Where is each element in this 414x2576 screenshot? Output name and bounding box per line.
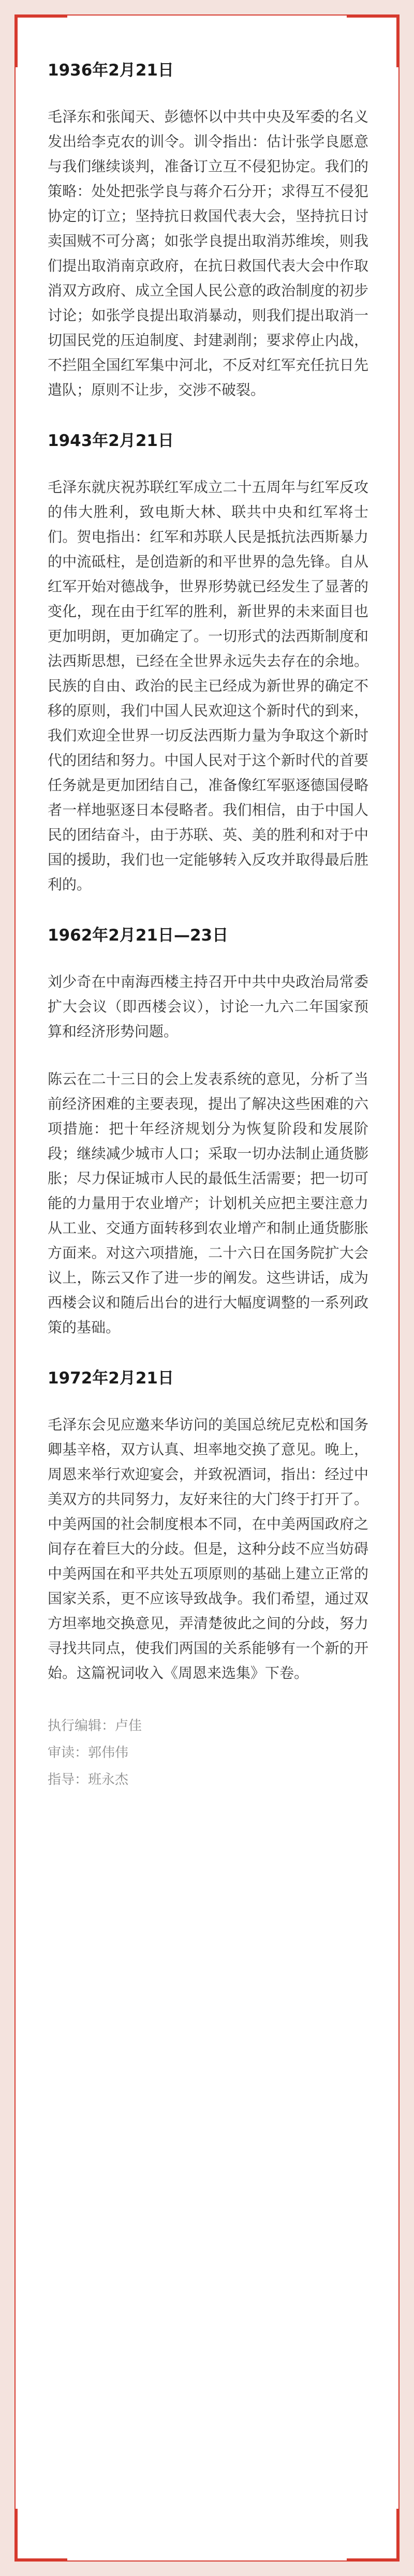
event-date: 1972年2月21日: [48, 1369, 174, 1388]
event-section-1972: [48, 1367, 368, 1686]
corner-ornament-bottom-left: [14, 2509, 67, 2562]
event-date: 1936年2月21日: [48, 61, 174, 80]
event-paragraph: 陈云在二十三日的会上发表系统的意见，分析了当前经济困难的主要表现，提出了解决这些困难的六项措施：把十年经济规划分为恢复阶段和发展阶段；继续减少城市人口；采取一切办法制止通货膨胀；尽力保证城市人民的最低生活需要；把一切可能的力量用于农业增产；计划机关应把主要注意力从工业、交通方面转移到农业增产和制止通货膨胀方面来。对这六项措施，二十六日在国务院扩大会议上，陈云又作了进一步的阐发。这些讲话，成为西楼会议和随后出台的进行大幅度调整的一系列政策的基础。: [48, 1070, 368, 1336]
credit-proofreader: 审读：郭伟伟: [48, 1745, 129, 1761]
article-frame: [14, 14, 400, 2562]
event-section-1943: [48, 429, 368, 897]
credit-executive-editor: 执行编辑：卢佳: [48, 1718, 142, 1734]
event-paragraph: 毛泽东就庆祝苏联红军成立二十五周年与红军反攻的伟大胜利，致电斯大林、联共中央和红军将士们。贺电指出：红军和苏联人民是抵抗法西斯暴力的中流砥柱，是创造新的和平世界的急先锋。自从红军开始对德战争，世界形势就已经发生了显著的变化，现在由于红军的胜利，新世界的未来面目也更加明朗，更加确定了。一切形式的法西斯制度和法西斯思想，已经在全世界永远失去存在的余地。民族的自由、政治的民主已经成为新世界的确定不移的原则，我们中国人民欢迎这个新时代的到来，我们欢迎全世界一切反法西斯力量为争取这个新时代的团结和努力。中国人民对于这个新时代的首要任务就是更加团结自己，准备像红军驱逐德国侵略者一样地驱逐日本侵略者。我们相信，由于中国人民的团结奋斗，由于苏联、英、美的胜利和对于中国的援助，我们也一定能够转入反攻并取得最后胜利的。: [48, 479, 368, 893]
credit-supervisor: 指导：班永杰: [48, 1772, 129, 1788]
corner-ornament-bottom-right: [347, 2509, 400, 2562]
event-section-1936: [48, 59, 368, 403]
editor-credits: [48, 1713, 368, 1793]
event-paragraph: 毛泽东和张闻天、彭德怀以中共中央及军委的名义发出给李克农的训令。训令指出：估计张学良愿意与我们继续谈判，准备订立互不侵犯协定。我们的策略：处处把张学良与蒋介石分开；求得互不侵犯协定的订立；坚持抗日救国代表大会，坚持抗日讨卖国贼不可分离；如张学良提出取消苏维埃，则我们提出取消南京政府，在抗日救国代表大会中作取消双方政府、成立全国人民公意的政治制度的初步讨论；如张学良提出取消暴动，则我们提出取消一切国民党的压迫制度、封建剥削；要求停止内战，不拦阻全国红军集中河北，不反对红军充任抗日先遣队；原则不让步，交涉不破裂。: [48, 108, 368, 398]
event-date: 1943年2月21日: [48, 431, 174, 450]
event-paragraph: 毛泽东会见应邀来华访问的美国总统尼克松和国务卿基辛格，双方认真、坦率地交换了意见。晚上，周恩来举行欢迎宴会，并致祝酒词，指出：经过中美双方的共同努力，友好来往的大门终于打开了。中美两国的社会制度根本不同，在中美两国政府之间存在着巨大的分歧。但是，这种分歧不应当妨碍中美两国在和平共处五项原则的基础上建立正常的国家关系，更不应该导致战争。我们希望，通过双方坦率地交换意见，弄清楚彼此之间的分歧，努力寻找共同点，使我们两国的关系能够有一个新的开始。这篇祝词收入《周恩来选集》下卷。: [48, 1416, 368, 1681]
article-body: [48, 59, 368, 1793]
event-date: 1962年2月21日—23日: [48, 926, 229, 945]
event-paragraph: 刘少奇在中南海西楼主持召开中共中央政治局常委扩大会议（即西楼会议），讨论一九六二年国家预算和经济形势问题。: [48, 973, 368, 1040]
event-section-1962: [48, 924, 368, 1340]
